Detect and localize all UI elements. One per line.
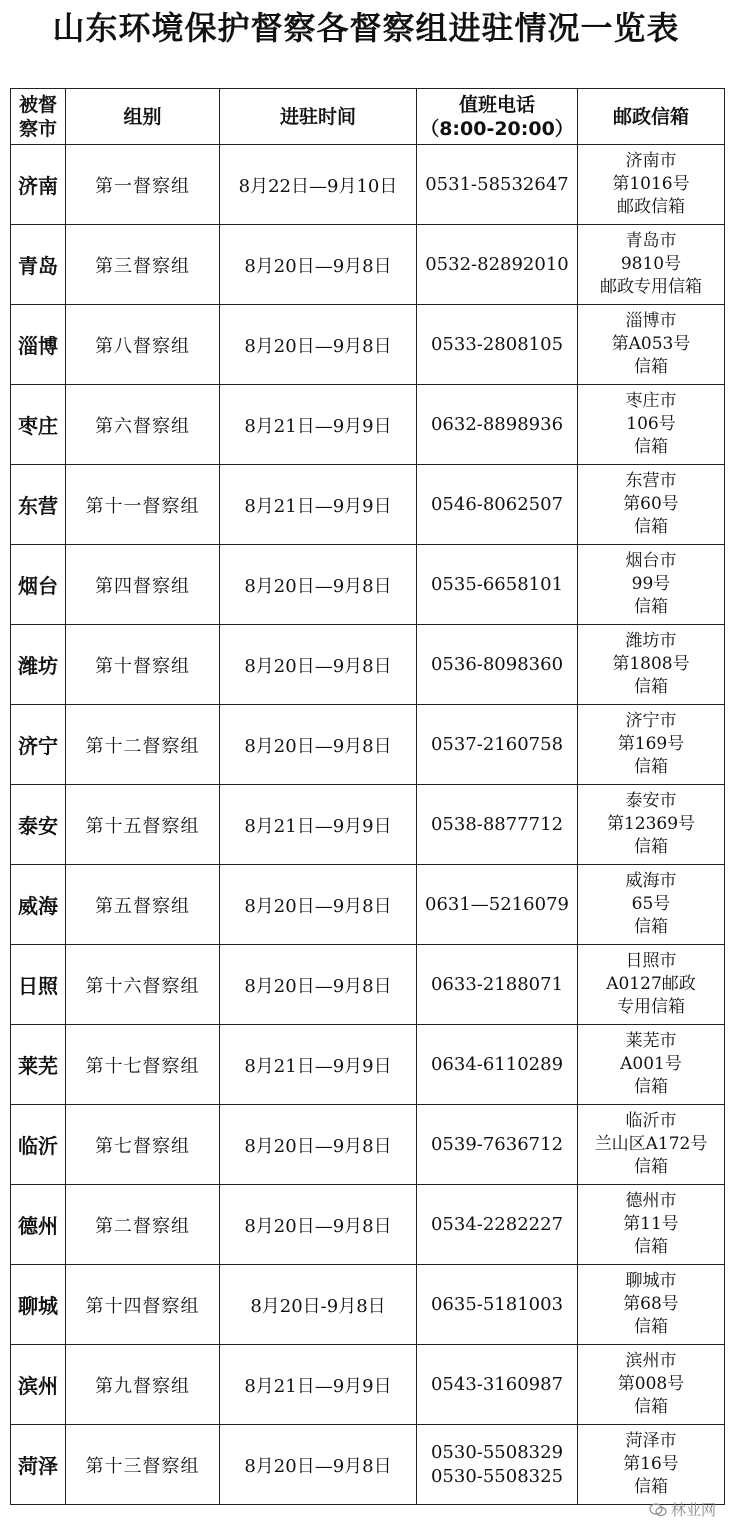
table-row (11, 945, 725, 1025)
cell-mail: 日照市 A0127邮政 专用信箱 (578, 945, 725, 1025)
table-row (11, 865, 725, 945)
cell-mail: 威海市 65号 信箱 (578, 865, 725, 945)
cell-mail: 临沂市 兰山区A172号 信箱 (578, 1105, 725, 1185)
cell-phone: 0632-8898936 (417, 385, 578, 465)
table-row (11, 225, 725, 305)
table-row (11, 1105, 725, 1185)
cell-mail: 枣庄市 106号 信箱 (578, 385, 725, 465)
cell-phone: 0631—5216079 (417, 865, 578, 945)
cell-group: 第二督察组 (66, 1185, 220, 1265)
cell-time: 8月20日—9月8日 (220, 1425, 417, 1505)
cell-mail: 莱芜市 A001号 信箱 (578, 1025, 725, 1105)
cell-phone: 0531-58532647 (417, 145, 578, 225)
cell-mail: 聊城市 第68号 信箱 (578, 1265, 725, 1345)
cell-mail: 泰安市 第12369号 信箱 (578, 785, 725, 865)
cell-city: 淄博 (11, 305, 66, 385)
cell-time: 8月20日—9月8日 (220, 545, 417, 625)
table-row (11, 1025, 725, 1105)
table-row (11, 145, 725, 225)
cell-time: 8月20日—9月8日 (220, 625, 417, 705)
cell-city: 德州 (11, 1185, 66, 1265)
cell-city: 泰安 (11, 785, 66, 865)
table-row (11, 1265, 725, 1345)
cell-city: 滨州 (11, 1345, 66, 1425)
cell-time: 8月20日—9月8日 (220, 1185, 417, 1265)
table-row (11, 385, 725, 465)
cell-time: 8月20日—9月8日 (220, 945, 417, 1025)
cell-time: 8月21日—9月9日 (220, 1025, 417, 1105)
cell-mail: 菏泽市 第16号 信箱 (578, 1425, 725, 1505)
cell-mail: 淄博市 第A053号 信箱 (578, 305, 725, 385)
cell-city: 潍坊 (11, 625, 66, 705)
watermark-text: 林业网 (670, 1501, 716, 1519)
cell-city: 莱芜 (11, 1025, 66, 1105)
cell-city: 青岛 (11, 225, 66, 305)
cell-city: 东营 (11, 465, 66, 545)
table-row (11, 1185, 725, 1265)
cell-group: 第九督察组 (66, 1345, 220, 1425)
cell-group: 第三督察组 (66, 225, 220, 305)
cell-city: 济宁 (11, 705, 66, 785)
cell-phone: 0537-2160758 (417, 705, 578, 785)
cell-mail: 济宁市 第169号 信箱 (578, 705, 725, 785)
header-group: 组别 (66, 89, 220, 145)
cell-phone: 0633-2188071 (417, 945, 578, 1025)
cell-time: 8月22日—9月10日 (220, 145, 417, 225)
header-phone: 值班电话 （8:00-20:00） (417, 89, 578, 145)
wechat-icon (649, 1503, 667, 1517)
table-row (11, 1425, 725, 1505)
table-row (11, 545, 725, 625)
cell-phone: 0546-8062507 (417, 465, 578, 545)
cell-group: 第六督察组 (66, 385, 220, 465)
cell-city: 济南 (11, 145, 66, 225)
cell-mail: 济南市 第1016号 邮政信箱 (578, 145, 725, 225)
cell-phone: 0634-6110289 (417, 1025, 578, 1105)
cell-mail: 东营市 第60号 信箱 (578, 465, 725, 545)
cell-time: 8月20日—9月8日 (220, 225, 417, 305)
cell-mail: 潍坊市 第1808号 信箱 (578, 625, 725, 705)
cell-mail: 德州市 第11号 信箱 (578, 1185, 725, 1265)
watermark (649, 1499, 716, 1520)
cell-phone: 0536-8098360 (417, 625, 578, 705)
cell-phone: 0533-2808105 (417, 305, 578, 385)
header-city: 被督 察市 (11, 89, 66, 145)
cell-city: 日照 (11, 945, 66, 1025)
inspection-table (10, 88, 725, 1505)
cell-time: 8月21日—9月9日 (220, 465, 417, 545)
cell-phone: 0539-7636712 (417, 1105, 578, 1185)
table-row (11, 785, 725, 865)
cell-group: 第十五督察组 (66, 785, 220, 865)
cell-phone: 0535-6658101 (417, 545, 578, 625)
cell-time: 8月20日—9月8日 (220, 865, 417, 945)
cell-phone: 0532-82892010 (417, 225, 578, 305)
cell-phone: 0530-5508329 0530-5508325 (417, 1425, 578, 1505)
cell-group: 第十四督察组 (66, 1265, 220, 1345)
table-row (11, 625, 725, 705)
cell-group: 第十三督察组 (66, 1425, 220, 1505)
cell-city: 菏泽 (11, 1425, 66, 1505)
cell-group: 第十七督察组 (66, 1025, 220, 1105)
cell-mail: 烟台市 99号 信箱 (578, 545, 725, 625)
table-row (11, 465, 725, 545)
cell-group: 第五督察组 (66, 865, 220, 945)
cell-mail: 青岛市 9810号 邮政专用信箱 (578, 225, 725, 305)
cell-city: 聊城 (11, 1265, 66, 1345)
table-header-row (11, 89, 725, 145)
cell-group: 第十六督察组 (66, 945, 220, 1025)
cell-group: 第十二督察组 (66, 705, 220, 785)
cell-phone: 0538-8877712 (417, 785, 578, 865)
cell-time: 8月21日—9月9日 (220, 385, 417, 465)
cell-mail: 滨州市 第008号 信箱 (578, 1345, 725, 1425)
table-row (11, 705, 725, 785)
cell-phone: 0543-3160987 (417, 1345, 578, 1425)
cell-time: 8月20日—9月8日 (220, 1105, 417, 1185)
cell-phone: 0534-2282227 (417, 1185, 578, 1265)
cell-city: 临沂 (11, 1105, 66, 1185)
cell-time: 8月21日—9月9日 (220, 785, 417, 865)
cell-group: 第一督察组 (66, 145, 220, 225)
cell-group: 第七督察组 (66, 1105, 220, 1185)
cell-time: 8月21日—9月9日 (220, 1345, 417, 1425)
header-mail: 邮政信箱 (578, 89, 725, 145)
cell-city: 枣庄 (11, 385, 66, 465)
page-title: 山东环境保护督察各督察组进驻情况一览表 (52, 9, 680, 47)
table-row (11, 305, 725, 385)
cell-city: 烟台 (11, 545, 66, 625)
cell-group: 第十一督察组 (66, 465, 220, 545)
cell-time: 8月20日-9月8日 (220, 1265, 417, 1345)
table-row (11, 1345, 725, 1425)
cell-time: 8月20日—9月8日 (220, 705, 417, 785)
cell-city: 威海 (11, 865, 66, 945)
cell-group: 第八督察组 (66, 305, 220, 385)
cell-phone: 0635-5181003 (417, 1265, 578, 1345)
cell-group: 第十督察组 (66, 625, 220, 705)
header-time: 进驻时间 (220, 89, 417, 145)
cell-group: 第四督察组 (66, 545, 220, 625)
cell-time: 8月20日—9月8日 (220, 305, 417, 385)
